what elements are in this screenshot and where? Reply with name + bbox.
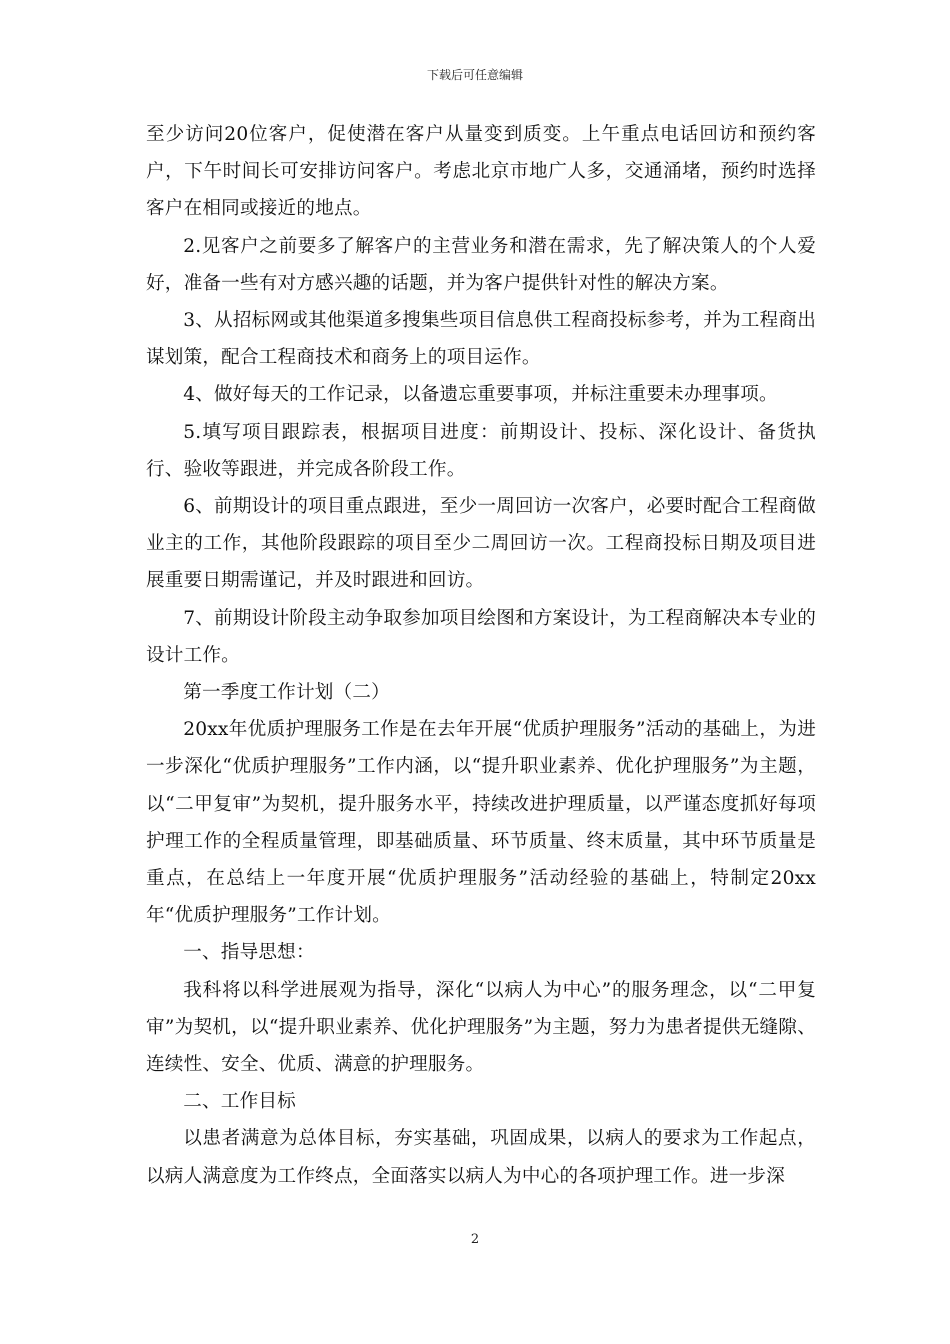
paragraph: 至少访问20位客户，促使潜在客户从量变到质变。上午重点电话回访和预约客户，下午时间长可安排访问客户。考虑北京市地广人多，交通涌堵，预约时选择客户在相同或接近的地点。 bbox=[146, 124, 816, 220]
paragraph: 5.填写项目跟踪表，根据项目进度：前期设计、投标、深化设计、备货执行、验收等跟进，并完成各阶段工作。 bbox=[146, 421, 816, 480]
page-number: 2 bbox=[470, 1232, 480, 1247]
page-header: 下载后可任意编辑 bbox=[426, 68, 523, 82]
document-body bbox=[146, 116, 816, 1195]
paragraph: 20xx年优质护理服务工作是在去年开展“优质护理服务”活动的基础上，为进一步深化“优质护理服务”工作内涵，以“提升职业素养、优化护理服务”为主题，以“二甲复审”为契机，提升服务水平，持续改进护理质量，以严谨态度抓好每项护理工作的全程质量管理，即基础质量、环节质量、终末质量，其中环节质量是重点，在总结上一年度开展“优质护理服务”活动经验的基础上，特制定20xx年“优质护理服务”工作计划。 bbox=[146, 719, 816, 927]
paragraph: 我科将以科学进展观为指导，深化“以病人为中心”的服务理念，以“二甲复审”为契机，以“提升职业素养、优化护理服务”为主题，努力为患者提供无缝隙、连续性、安全、优质、满意的护理服务。 bbox=[146, 979, 816, 1076]
paragraph: 二、工作目标 bbox=[183, 1091, 296, 1113]
paragraph: 一、指导思想： bbox=[183, 942, 315, 964]
paragraph: 2.见客户之前要多了解客户的主营业务和潜在需求，先了解决策人的个人爱好，准备一些有对方感兴趣的话题，并为客户提供针对性的解决方案。 bbox=[146, 235, 816, 294]
paragraph: 6、前期设计的项目重点跟进，至少一周回访一次客户，必要时配合工程商做业主的工作，其他阶段跟踪的项目至少二周回访一次。工程商投标日期及项目进展重要日期需谨记，并及时跟进和回访。 bbox=[146, 496, 816, 592]
paragraph: 3、从招标网或其他渠道多搜集些项目信息供工程商投标参考，并为工程商出谋划策，配合工程商技术和商务上的项目运作。 bbox=[146, 310, 816, 369]
paragraph: 以患者满意为总体目标，夯实基础，巩固成果，以病人的要求为工作起点，以病人满意度为工作终点，全面落实以病人为中心的各项护理工作。进一步深 bbox=[146, 1128, 816, 1187]
paragraph: 7、前期设计阶段主动争取参加项目绘图和方案设计，为工程商解决本专业的设计工作。 bbox=[146, 607, 816, 666]
paragraph: 4、做好每天的工作记录，以备遗忘重要事项，并标注重要未办理事项。 bbox=[183, 384, 778, 406]
paragraph: 第一季度工作计划（二） bbox=[183, 682, 390, 704]
